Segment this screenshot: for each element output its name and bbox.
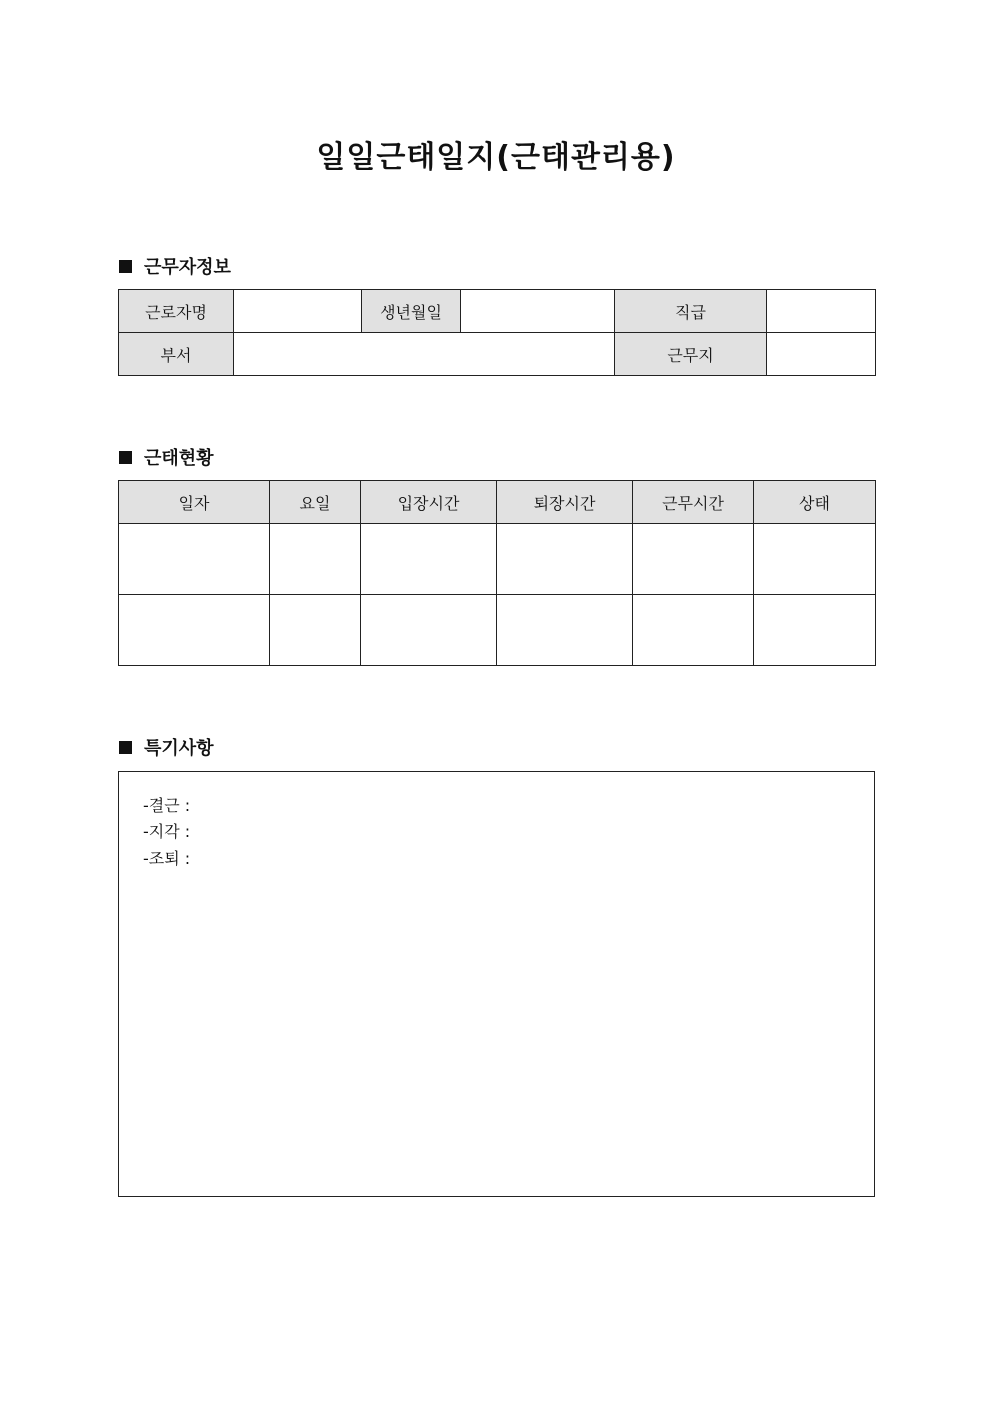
column-header-entry-time: 입장시간 <box>361 481 497 524</box>
worker-info-heading <box>119 253 231 279</box>
column-header-weekday: 요일 <box>270 481 361 524</box>
page-title: 일일근태일지(근태관리용) <box>316 140 676 175</box>
table-row <box>119 524 876 595</box>
worker-info-table <box>118 289 876 376</box>
workplace-field[interactable] <box>767 333 876 376</box>
square-bullet-icon <box>119 451 132 464</box>
notes-text-area[interactable] <box>118 771 875 1197</box>
exit-time-cell[interactable] <box>497 524 633 595</box>
work-hours-cell[interactable] <box>633 595 754 666</box>
weekday-cell[interactable] <box>270 524 361 595</box>
square-bullet-icon <box>119 260 132 273</box>
weekday-cell[interactable] <box>270 595 361 666</box>
name-label: 근로자명 <box>119 290 234 333</box>
department-field[interactable] <box>234 333 615 376</box>
absence-note: -결근 : <box>143 796 191 815</box>
name-field[interactable] <box>234 290 362 333</box>
attendance-header-row <box>119 481 876 524</box>
worker-info-heading-label: 근무자정보 <box>144 257 231 278</box>
department-label: 부서 <box>119 333 234 376</box>
status-cell[interactable] <box>754 524 876 595</box>
early-leave-note: -조퇴 : <box>143 849 191 868</box>
position-label: 직급 <box>615 290 767 333</box>
notes-heading <box>119 734 214 760</box>
position-field[interactable] <box>767 290 876 333</box>
worker-info-row <box>119 290 876 333</box>
table-row <box>119 595 876 666</box>
column-header-date: 일자 <box>119 481 270 524</box>
attendance-heading <box>119 444 214 470</box>
worker-info-row <box>119 333 876 376</box>
date-cell[interactable] <box>119 595 270 666</box>
entry-time-cell[interactable] <box>361 524 497 595</box>
exit-time-cell[interactable] <box>497 595 633 666</box>
notes-heading-label: 특기사항 <box>144 738 214 759</box>
date-cell[interactable] <box>119 524 270 595</box>
birthdate-field[interactable] <box>461 290 615 333</box>
status-cell[interactable] <box>754 595 876 666</box>
column-header-status: 상태 <box>754 481 876 524</box>
attendance-heading-label: 근태현황 <box>144 448 214 469</box>
work-hours-cell[interactable] <box>633 524 754 595</box>
square-bullet-icon <box>119 741 132 754</box>
attendance-table <box>118 480 876 666</box>
birthdate-label: 생년월일 <box>362 290 461 333</box>
column-header-work-hours: 근무시간 <box>633 481 754 524</box>
entry-time-cell[interactable] <box>361 595 497 666</box>
workplace-label: 근무지 <box>615 333 767 376</box>
column-header-exit-time: 퇴장시간 <box>497 481 633 524</box>
late-note: -지각 : <box>143 822 191 841</box>
